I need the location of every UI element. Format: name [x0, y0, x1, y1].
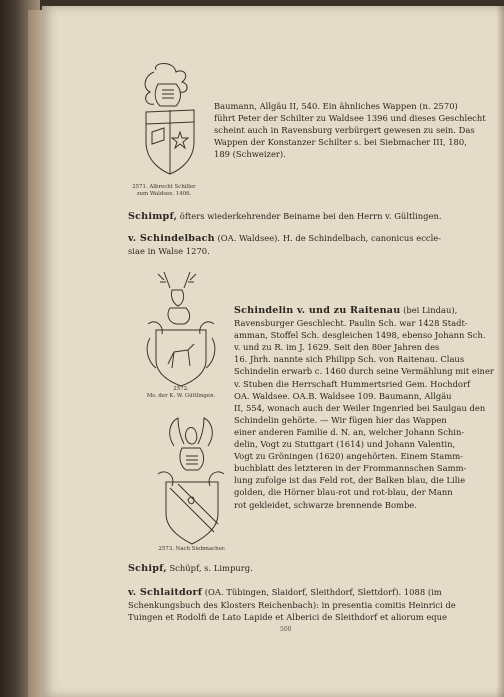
- text-line: Schindelin gehörte. — Wir fügen hier das Wappen: [234, 414, 447, 425]
- figure-2-caption: [126, 386, 236, 400]
- entry-text: (bei Lindau),: [403, 305, 458, 315]
- entry-schindelin: [234, 304, 494, 511]
- figure-3-caption: [142, 546, 242, 553]
- entry-heading: Schindelin v. und zu Raitenau: [234, 305, 401, 316]
- text-line: Tuingen et Rodolfi de Lato Lapide et Alberici de Sleithdorf et aliorum eque: [128, 612, 448, 623]
- entry-text: (OA. Waldsee). H. de Schindelbach, canonicus eccle-: [217, 233, 442, 243]
- text-line: Baumann, Allgäu II, 540. Ein ähnliches Wappen (n. 2570): [214, 101, 458, 111]
- text-line: v. und zu R. im J. 1629. Seit den 80er Jahren des: [234, 342, 440, 353]
- text-line: Schenkungsbuch des Klosters Reichenbach): in presentia comitis Heinrici de: [128, 600, 456, 611]
- text-line: golden, die Hörner blau-rot und rot-blau, der Mann: [234, 487, 453, 498]
- text-line: 189 (Schweizer).: [214, 149, 286, 160]
- caption-line: Ms. der K. W. Gültlingen.: [146, 393, 216, 399]
- entry-heading: Schipf,: [128, 563, 167, 574]
- caption-line: zum Waldsee. 1406.: [136, 191, 192, 197]
- entry-schipf: [128, 562, 468, 575]
- entry-schlaitdorf: [128, 586, 468, 623]
- caption-line: 2571. Albrecht Schiller: [132, 184, 196, 190]
- text-line: rot gekleidet, schwarze brennende Bombe.: [234, 499, 417, 510]
- entry-schindelbach: [128, 232, 468, 257]
- horned-helm-shield-icon: [148, 416, 234, 546]
- entry-baumann: [214, 100, 486, 160]
- caption-line: 2573. Nach Siebmacher.: [158, 546, 226, 552]
- text-line: siae in Walse 1270.: [128, 246, 210, 257]
- book-page: [42, 6, 504, 697]
- page-number: 500: [280, 626, 292, 633]
- text-line: II, 554, wonach auch der Weiler Ingenried bei Saulgau den: [234, 402, 486, 413]
- caption-line: 2572.: [173, 386, 189, 392]
- text-line: führt Peter der Schilter zu Waldsee 1396 und dieses Geschlecht: [214, 113, 486, 124]
- coat-of-arms-figure-1: [124, 62, 204, 182]
- text-line: Vogt zu Gröningen (1620) angehörten. Einem Stamm-: [234, 451, 464, 462]
- text-line: delin, Vogt zu Stuttgart (1614) und Johann Valentin,: [234, 439, 456, 450]
- text-line: 16. Jhrh. nannte sich Philipp Sch. von Raitenau. Claus: [234, 354, 465, 365]
- coat-of-arms-figure-3: [148, 416, 234, 546]
- entry-schimpf: [128, 210, 468, 223]
- entry-heading: v. Schindelbach: [128, 233, 215, 244]
- figure-1-caption: [104, 184, 224, 198]
- entry-text: (OA. Tübingen, Slaidorf, Sleithdorf, Slettdorf). 1088 (im: [204, 587, 442, 597]
- text-line: buchblatt des letzteren in der Frommannschen Samm-: [234, 463, 467, 474]
- text-line: lung zufolge ist das Feld rot, der Balken blau, die Lilie: [234, 475, 466, 486]
- entry-heading: v. Schlaitdorf: [128, 587, 203, 598]
- helmet-shield-icon: [124, 62, 204, 182]
- stag-shield-icon: [140, 268, 222, 388]
- text-line: scheint auch in Ravensburg verbürgert gewesen zu sein. Das: [214, 125, 475, 136]
- text-line: OA. Waldsee. OA.B. Waldsee 109. Baumann, Allgäu: [234, 390, 452, 401]
- text-line: v. Stuben die Herrschaft Hummertsried Gem. Hochdorf: [234, 378, 471, 389]
- entry-text: Schüpf, s. Limpurg.: [169, 563, 253, 573]
- entry-text: öfters wiederkehrender Beiname bei den Herrn v. Gültlingen.: [179, 211, 442, 221]
- text-line: Schindelin erwarb c. 1460 durch seine Vermählung mit einer: [234, 366, 494, 377]
- text-line: Ravensburger Geschlecht. Paulin Sch. war 1428 Stadt-: [234, 318, 468, 329]
- text-line: Wappen der Konstanzer Schilter s. bei Siebmacher III, 180,: [214, 137, 467, 148]
- entry-heading: Schimpf,: [128, 211, 178, 222]
- coat-of-arms-figure-2: [140, 268, 222, 388]
- text-line: amman, Stoffel Sch. desgleichen 1498, ebenso Johann Sch.: [234, 330, 486, 341]
- text-line: einer anderen Familie d. N. an, welcher Johann Schin-: [234, 426, 465, 437]
